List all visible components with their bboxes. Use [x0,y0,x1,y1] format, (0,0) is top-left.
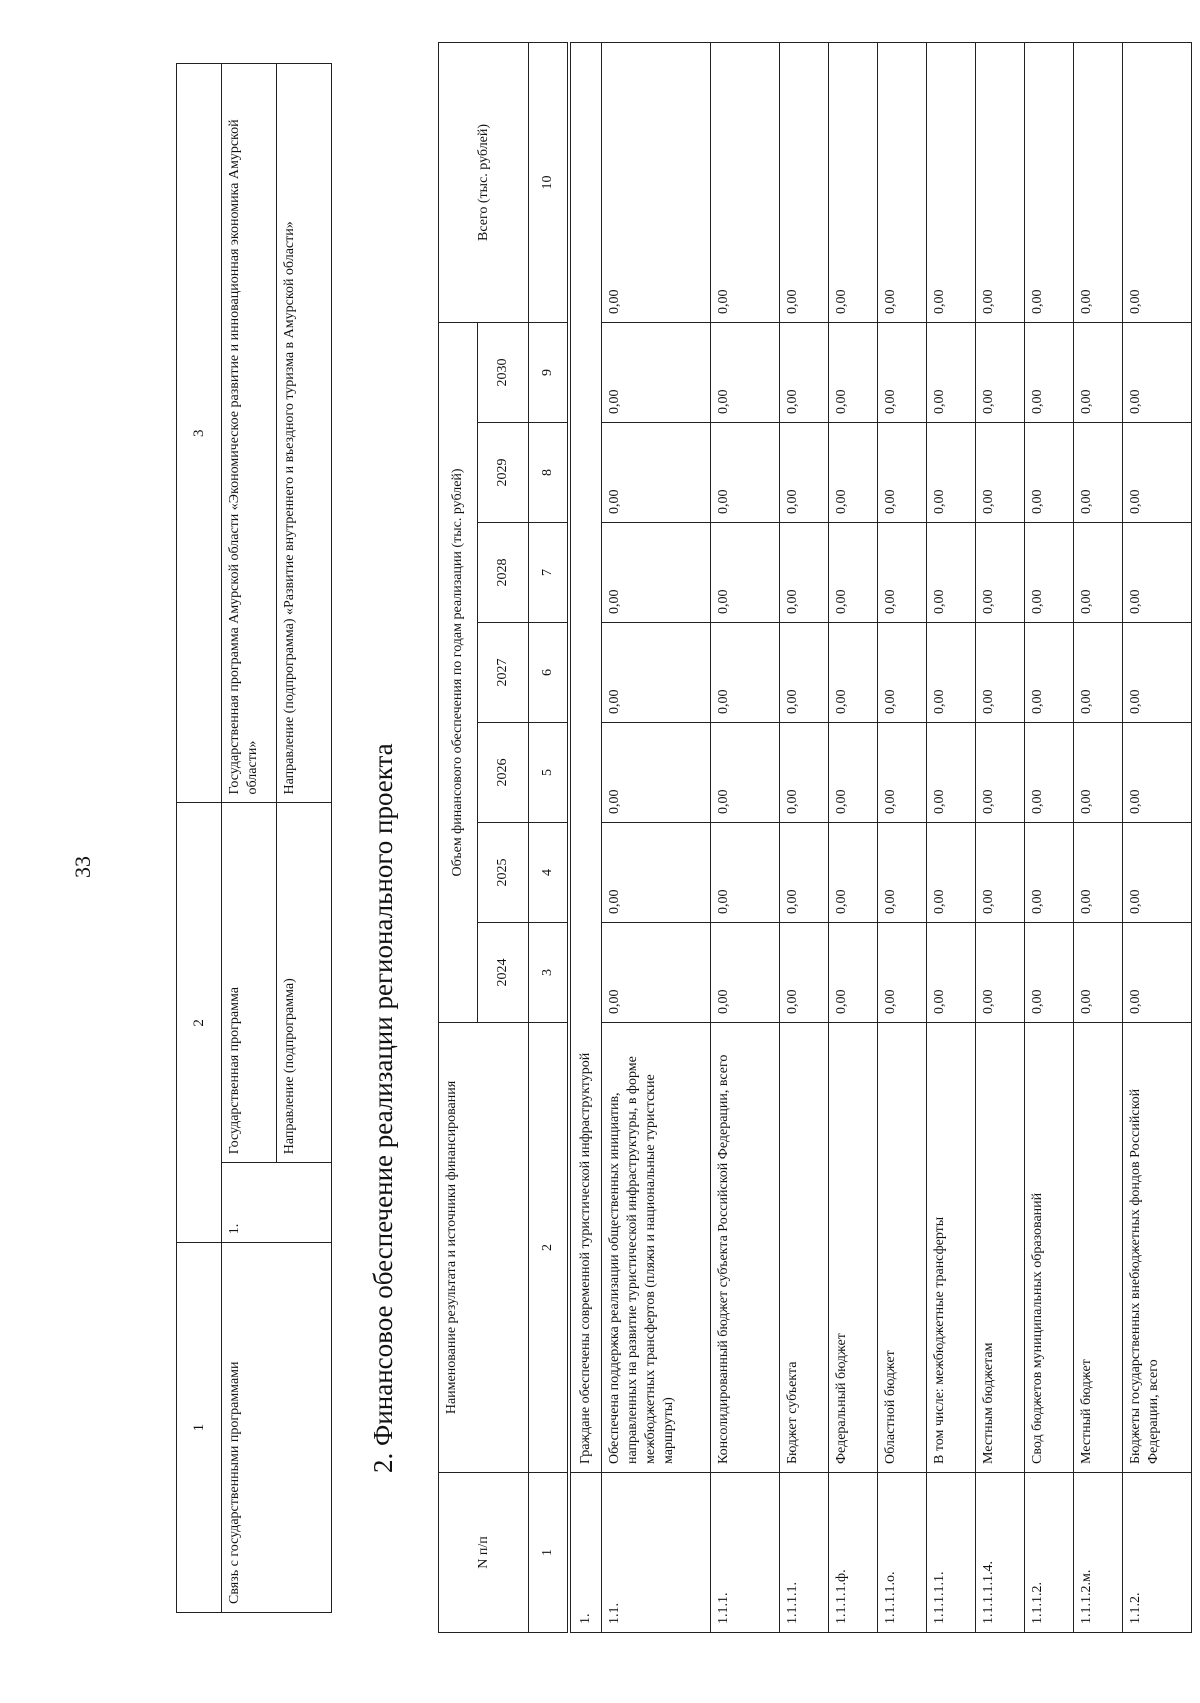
row-value: 0,00 [1025,322,1074,422]
header-year: 2024 [478,923,529,1023]
links-label: Связь с государственными программами [222,1243,332,1613]
row-value: 0,00 [1123,923,1192,1023]
row-value: 0,00 [1025,623,1074,723]
section-num: 1. [569,1473,602,1633]
row-value: 0,00 [927,823,976,923]
row-value: 0,00 [1123,823,1192,923]
row-num: 1.1.1.2.м. [1074,1473,1123,1633]
row-value: 0,00 [829,42,878,322]
column-number: 10 [529,42,570,322]
row-value: 0,00 [927,42,976,322]
finance-row [1025,42,1074,1632]
row-value: 0,00 [878,723,927,823]
row-value: 0,00 [1025,42,1074,322]
row-value: 0,00 [1025,923,1074,1023]
row-value: 0,00 [927,523,976,623]
row-value: 0,00 [927,923,976,1023]
page-number: 33 [70,856,95,878]
section-name: Граждане обеспечены современной туристической инфраструктурой [569,42,602,1472]
row-value: 0,00 [829,923,878,1023]
row-value: 0,00 [1074,623,1123,723]
header-year: 2027 [478,623,529,723]
row-value: 0,00 [829,623,878,723]
row-value: 0,00 [711,423,780,523]
row-value: 0,00 [829,322,878,422]
row-value: 0,00 [780,623,829,723]
row-value: 0,00 [1123,42,1192,322]
column-number: 3 [529,923,570,1023]
row-value: 0,00 [878,42,927,322]
row-num: 1.1.1.1.ф. [829,1473,878,1633]
finance-table [438,42,1192,1633]
finance-row [1123,42,1192,1632]
finance-row [1074,42,1123,1632]
row-value: 0,00 [927,322,976,422]
links-row [222,64,277,1613]
row-value: 0,00 [780,923,829,1023]
row-num: 1.1.1.1.о. [878,1473,927,1633]
row-value: 0,00 [1074,523,1123,623]
header-year: 2029 [478,423,529,523]
row-value: 0,00 [878,623,927,723]
section-title: 2. Финансовое обеспечение реализации регионального проекта [368,743,398,1473]
header-year: 2026 [478,723,529,823]
row-num: 1.1.1. [711,1473,780,1633]
row-name: Бюджеты государственных внебюджетных фондов Российской Федерации, всего [1123,1023,1192,1473]
row-name: Федеральный бюджет [829,1023,878,1473]
finance-header-row [439,42,478,1632]
row-value: 0,00 [711,523,780,623]
column-number: 5 [529,723,570,823]
finance-row [927,42,976,1632]
row-value: 0,00 [1074,322,1123,422]
row-value: 0,00 [829,523,878,623]
row-value: 0,00 [1025,823,1074,923]
row-value: 0,00 [602,923,711,1023]
links-subprogram-name: Направление (подпрограмма) «Развитие внутреннего и въездного туризма в Амурской области» [277,64,332,803]
row-value: 0,00 [878,923,927,1023]
links-header-2: 2 [177,803,222,1243]
column-number: 4 [529,823,570,923]
row-value: 0,00 [602,322,711,422]
links-type: Государственная программа [222,803,277,1163]
column-number: 2 [529,1023,570,1473]
finance-row [976,42,1025,1632]
row-value: 0,00 [976,823,1025,923]
finance-colnum-row [529,42,570,1632]
row-num: 1.1. [602,1473,711,1633]
program-links-table [176,63,332,1613]
row-value: 0,00 [711,923,780,1023]
row-name: Областной бюджет [878,1023,927,1473]
links-header-1: 1 [177,1243,222,1613]
row-value: 0,00 [1074,42,1123,322]
links-type: Направление (подпрограмма) [277,803,332,1163]
row-value: 0,00 [711,623,780,723]
links-header-3: 3 [177,64,222,803]
row-name: Местный бюджет [1074,1023,1123,1473]
row-num: 1.1.2. [1123,1473,1192,1633]
row-value: 0,00 [1074,423,1123,523]
row-value: 0,00 [780,423,829,523]
row-value: 0,00 [829,423,878,523]
finance-row [878,42,927,1632]
row-value: 0,00 [976,523,1025,623]
row-name: Консолидированный бюджет субъекта Российской Федерации, всего [711,1023,780,1473]
finance-row [829,42,878,1632]
row-value: 0,00 [1074,723,1123,823]
row-name: В том числе: межбюджетные трансферты [927,1023,976,1473]
row-value: 0,00 [711,723,780,823]
row-value: 0,00 [602,723,711,823]
links-index: 1. [222,1163,332,1243]
finance-row [711,42,780,1632]
header-num: N п/п [439,1473,529,1633]
header-year: 2030 [478,322,529,422]
row-name: Бюджет субъекта [780,1023,829,1473]
row-value: 0,00 [602,823,711,923]
row-name: Обеспечена поддержка реализации общественных инициатив, направленных на развитие туристической инфраструктуры, в форме межбюджетных трансфертов (пляжи и национальные туристские маршруты) [602,1023,711,1473]
row-num: 1.1.1.1.1.4. [976,1473,1025,1633]
row-value: 0,00 [780,823,829,923]
row-value: 0,00 [878,322,927,422]
row-value: 0,00 [602,523,711,623]
column-number: 9 [529,322,570,422]
row-value: 0,00 [976,42,1025,322]
row-num: 1.1.1.1.1. [927,1473,976,1633]
column-number: 1 [529,1473,570,1633]
row-value: 0,00 [602,423,711,523]
row-value: 0,00 [711,322,780,422]
row-value: 0,00 [1025,423,1074,523]
row-value: 0,00 [976,723,1025,823]
header-year: 2025 [478,823,529,923]
row-value: 0,00 [780,322,829,422]
row-value: 0,00 [976,322,1025,422]
row-value: 0,00 [602,42,711,322]
row-value: 0,00 [829,723,878,823]
row-value: 0,00 [878,423,927,523]
row-value: 0,00 [1025,723,1074,823]
row-value: 0,00 [1025,523,1074,623]
row-value: 0,00 [976,623,1025,723]
row-num: 1.1.1.2. [1025,1473,1074,1633]
links-program-name: Государственная программа Амурской области «Экономическое развитие и инновационная экономика Амурской области» [222,64,277,803]
row-name: Местным бюджетам [976,1023,1025,1473]
row-value: 0,00 [1123,423,1192,523]
row-value: 0,00 [1123,322,1192,422]
finance-section-row [569,42,602,1632]
row-name: Свод бюджетов муниципальных образований [1025,1023,1074,1473]
row-value: 0,00 [780,42,829,322]
row-value: 0,00 [878,823,927,923]
row-value: 0,00 [1123,623,1192,723]
row-value: 0,00 [711,42,780,322]
row-value: 0,00 [927,723,976,823]
row-num: 1.1.1.1. [780,1473,829,1633]
header-total: Всего (тыс. рублей) [439,42,529,322]
row-value: 0,00 [780,723,829,823]
row-value: 0,00 [1074,923,1123,1023]
finance-row [780,42,829,1632]
column-number: 6 [529,623,570,723]
finance-row [602,42,711,1632]
row-value: 0,00 [878,523,927,623]
column-number: 8 [529,423,570,523]
row-value: 0,00 [602,623,711,723]
row-value: 0,00 [976,923,1025,1023]
row-value: 0,00 [829,823,878,923]
links-header-row [177,64,222,1613]
header-years-group: Объем финансового обеспечения по годам реализации (тыс. рублей) [439,322,478,1022]
row-value: 0,00 [1123,723,1192,823]
row-value: 0,00 [1074,823,1123,923]
row-value: 0,00 [780,523,829,623]
header-year: 2028 [478,523,529,623]
row-value: 0,00 [927,623,976,723]
row-value: 0,00 [1123,523,1192,623]
column-number: 7 [529,523,570,623]
row-value: 0,00 [711,823,780,923]
row-value: 0,00 [976,423,1025,523]
row-value: 0,00 [927,423,976,523]
header-name: Наименование результата и источники финансирования [439,1023,529,1473]
